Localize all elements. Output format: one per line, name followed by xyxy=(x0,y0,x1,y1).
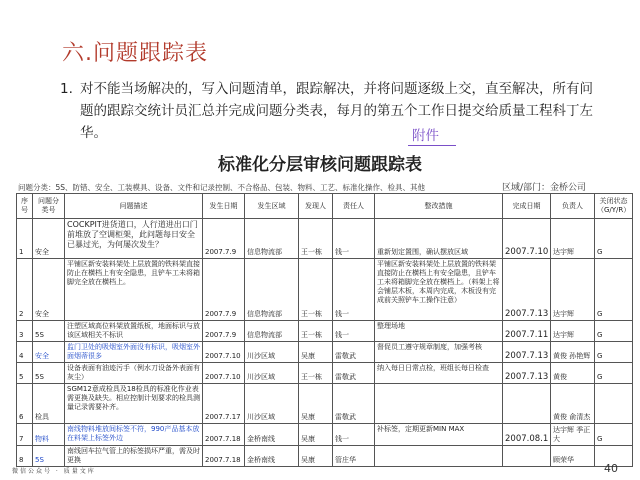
row-lead: 黄俊 俞清杰 xyxy=(551,384,595,424)
header-cell: 问题分类号 xyxy=(33,194,65,219)
row-done-date: 2007.08.1 xyxy=(503,424,551,446)
row-lead: 黄俊 xyxy=(551,363,595,384)
row-lead: 达宇辉 季正大 xyxy=(551,424,595,446)
row-area: 川沙区域 xyxy=(245,384,299,424)
header-cell: 序号 xyxy=(17,194,33,219)
header-cell: 发现人 xyxy=(299,194,333,219)
table-header-row xyxy=(17,194,633,219)
attachment-underline xyxy=(408,145,456,146)
row-description: 设备表面有油迹污手（例水刀设备外表面有灰尘） xyxy=(65,363,203,384)
row-lead: 达宇辉 xyxy=(551,259,595,321)
department-label: 区域/部门：金桥公司 xyxy=(502,183,587,193)
header-cell: 完成日期 xyxy=(503,194,551,219)
row-status: G xyxy=(595,424,633,446)
row-category: 安全 xyxy=(33,342,65,363)
row-area: 金桥南线 xyxy=(245,424,299,446)
table-row xyxy=(17,424,633,446)
row-lead: 达宇辉 xyxy=(551,321,595,342)
row-status: G xyxy=(595,363,633,384)
row-category: 安全 xyxy=(33,219,65,259)
bullet-text: 对不能当场解决的，写入问题清单，跟踪解决，并将问题逐级上交，直至解决，所有问题的跟踪交统计员汇总并完成问题分类表，每月的第五个工作日提交给质量工程科丁左华。 xyxy=(80,81,593,141)
row-status: G xyxy=(595,342,633,363)
row-done-date xyxy=(503,446,551,467)
header-cell: 整改措施 xyxy=(375,194,503,219)
row-status: G xyxy=(595,259,633,321)
row-measure: 重新划定置围，确认摆放区域 xyxy=(375,219,503,259)
header-cell: 负责人 xyxy=(551,194,595,219)
row-finder: 吴康 xyxy=(299,342,333,363)
row-done-date xyxy=(503,384,551,424)
row-owner: 雷敬武 xyxy=(333,384,375,424)
row-number: 8 xyxy=(17,446,33,467)
bullet-paragraph xyxy=(60,78,600,144)
row-description: 平铺区新安装料架处上层放置的铁料架直接防止在横档上有安全隐患，且铲车工未将箱脚完全放在横档上。 xyxy=(65,259,203,321)
row-finder: 吴康 xyxy=(299,446,333,467)
row-lead: 顾荣华 xyxy=(551,446,595,467)
row-date: 2007.7.9 xyxy=(203,321,245,342)
row-done-date: 2007.7.13 xyxy=(503,363,551,384)
row-owner: 钱一 xyxy=(333,321,375,342)
row-date: 2007.7.10 xyxy=(203,342,245,363)
table-row xyxy=(17,219,633,259)
row-owner: 雷敬武 xyxy=(333,363,375,384)
attachment-link[interactable]: 附件 xyxy=(412,128,439,144)
row-number: 4 xyxy=(17,342,33,363)
row-date: 2007.7.18 xyxy=(203,446,245,467)
row-description: COCKPIT进货道口，人行道进出口门前堆放了空调柜架，此问题每日安全已暴过光，为何屡次发生？ xyxy=(65,219,203,259)
row-category: 5S xyxy=(33,363,65,384)
header-cell: 发生区域 xyxy=(245,194,299,219)
row-category: 5S xyxy=(33,321,65,342)
row-area: 信息物流部 xyxy=(245,259,299,321)
row-date: 2007.7.18 xyxy=(203,424,245,446)
row-status: G xyxy=(595,219,633,259)
category-legend: 问题分类：5S、防错、安全、工装模具、设备、文件和记录控制、不合格品、包装、物料、工艺、标准化操作、检具、其他 xyxy=(18,183,426,192)
row-owner: 钱一 xyxy=(333,424,375,446)
row-done-date: 2007.7.11 xyxy=(503,321,551,342)
row-description: 南线物料堆放间标签不符，990产品基本放在料架上标签外边 xyxy=(65,424,203,446)
row-area: 信息物流部 xyxy=(245,321,299,342)
row-number: 5 xyxy=(17,363,33,384)
row-done-date: 2007.7.10 xyxy=(503,219,551,259)
row-owner: 钱一 xyxy=(333,219,375,259)
row-description: 监门卫处的吸烟室外面没有标识，吸烟室外面烟蒂很多 xyxy=(65,342,203,363)
table-row xyxy=(17,321,633,342)
row-done-date: 2007.7.13 xyxy=(503,342,551,363)
row-category: 安全 xyxy=(33,259,65,321)
row-area: 川沙区域 xyxy=(245,342,299,363)
row-number: 3 xyxy=(17,321,33,342)
page-number: 40 xyxy=(604,462,618,475)
table-row xyxy=(17,259,633,321)
row-measure xyxy=(375,446,503,467)
row-status xyxy=(595,384,633,424)
row-measure: 督促员工遵守规章制度，加强考核 xyxy=(375,342,503,363)
row-measure: 平铺区新安装料架处上层放置的铁料架直接防止在横档上有安全隐患，且铲车工未将箱脚完全放在横档上。（料架上将会铺层木板，本周内完成，木板没有完成前关照铲车工操作注意） xyxy=(375,259,503,321)
row-area: 金桥南线 xyxy=(245,446,299,467)
row-lead: 达宇辉 xyxy=(551,219,595,259)
row-finder: 王一栋 xyxy=(299,259,333,321)
row-status: G xyxy=(595,321,633,342)
row-category: 物料 xyxy=(33,424,65,446)
row-number: 7 xyxy=(17,424,33,446)
row-done-date: 2007.7.13 xyxy=(503,259,551,321)
row-measure: 整理场地 xyxy=(375,321,503,342)
row-finder: 王一栋 xyxy=(299,321,333,342)
row-finder: 王一栋 xyxy=(299,363,333,384)
row-finder: 吴康 xyxy=(299,424,333,446)
table-row xyxy=(17,363,633,384)
row-lead: 黄俊 孙艳辉 xyxy=(551,342,595,363)
table-row xyxy=(17,446,633,467)
row-owner: 管庄华 xyxy=(333,446,375,467)
footer-watermark: 微信公众号 · 质量文库 xyxy=(12,468,96,475)
row-measure xyxy=(375,384,503,424)
row-description: 注塑区域高位料架放置纸板，地面标识与放该区域相关不标识 xyxy=(65,321,203,342)
table-row xyxy=(17,342,633,363)
row-area: 信息物流部 xyxy=(245,219,299,259)
row-owner: 钱一 xyxy=(333,259,375,321)
header-cell: 责任人 xyxy=(333,194,375,219)
table-row xyxy=(17,384,633,424)
row-date: 2007.7.17 xyxy=(203,384,245,424)
row-number: 2 xyxy=(17,259,33,321)
table-title: 标准化分层审核问题跟踪表 xyxy=(218,155,422,175)
row-description: SGM12意成检具及18检具的标准化作业表需更换及缺失。相应控制计划要求的检具测量记录需要补齐。 xyxy=(65,384,203,424)
row-measure: 补标签，定期更新MIN MAX xyxy=(375,424,503,446)
row-number: 6 xyxy=(17,384,33,424)
row-area: 川沙区域 xyxy=(245,363,299,384)
row-description: 南线回车拉气管上的标签损坏严重，需及时更换 xyxy=(65,446,203,467)
row-finder: 吴康 xyxy=(299,384,333,424)
row-finder: 王一栋 xyxy=(299,219,333,259)
header-cell: 关闭状态（G/Y/R） xyxy=(595,194,633,219)
row-date: 2007.7.9 xyxy=(203,259,245,321)
row-owner: 雷敬武 xyxy=(333,342,375,363)
slide-title: 六.问题跟踪表 xyxy=(62,41,208,66)
row-number: 1 xyxy=(17,219,33,259)
bullet-number: 1. xyxy=(60,81,73,97)
header-cell: 问题描述 xyxy=(65,194,203,219)
row-category: 5S xyxy=(33,446,65,467)
row-category: 检具 xyxy=(33,384,65,424)
row-date: 2007.7.10 xyxy=(203,363,245,384)
header-cell: 发生日期 xyxy=(203,194,245,219)
row-date: 2007.7.9 xyxy=(203,219,245,259)
row-measure: 纳入每日日常点检，班组长每日检查 xyxy=(375,363,503,384)
issue-tracking-table xyxy=(16,193,633,467)
